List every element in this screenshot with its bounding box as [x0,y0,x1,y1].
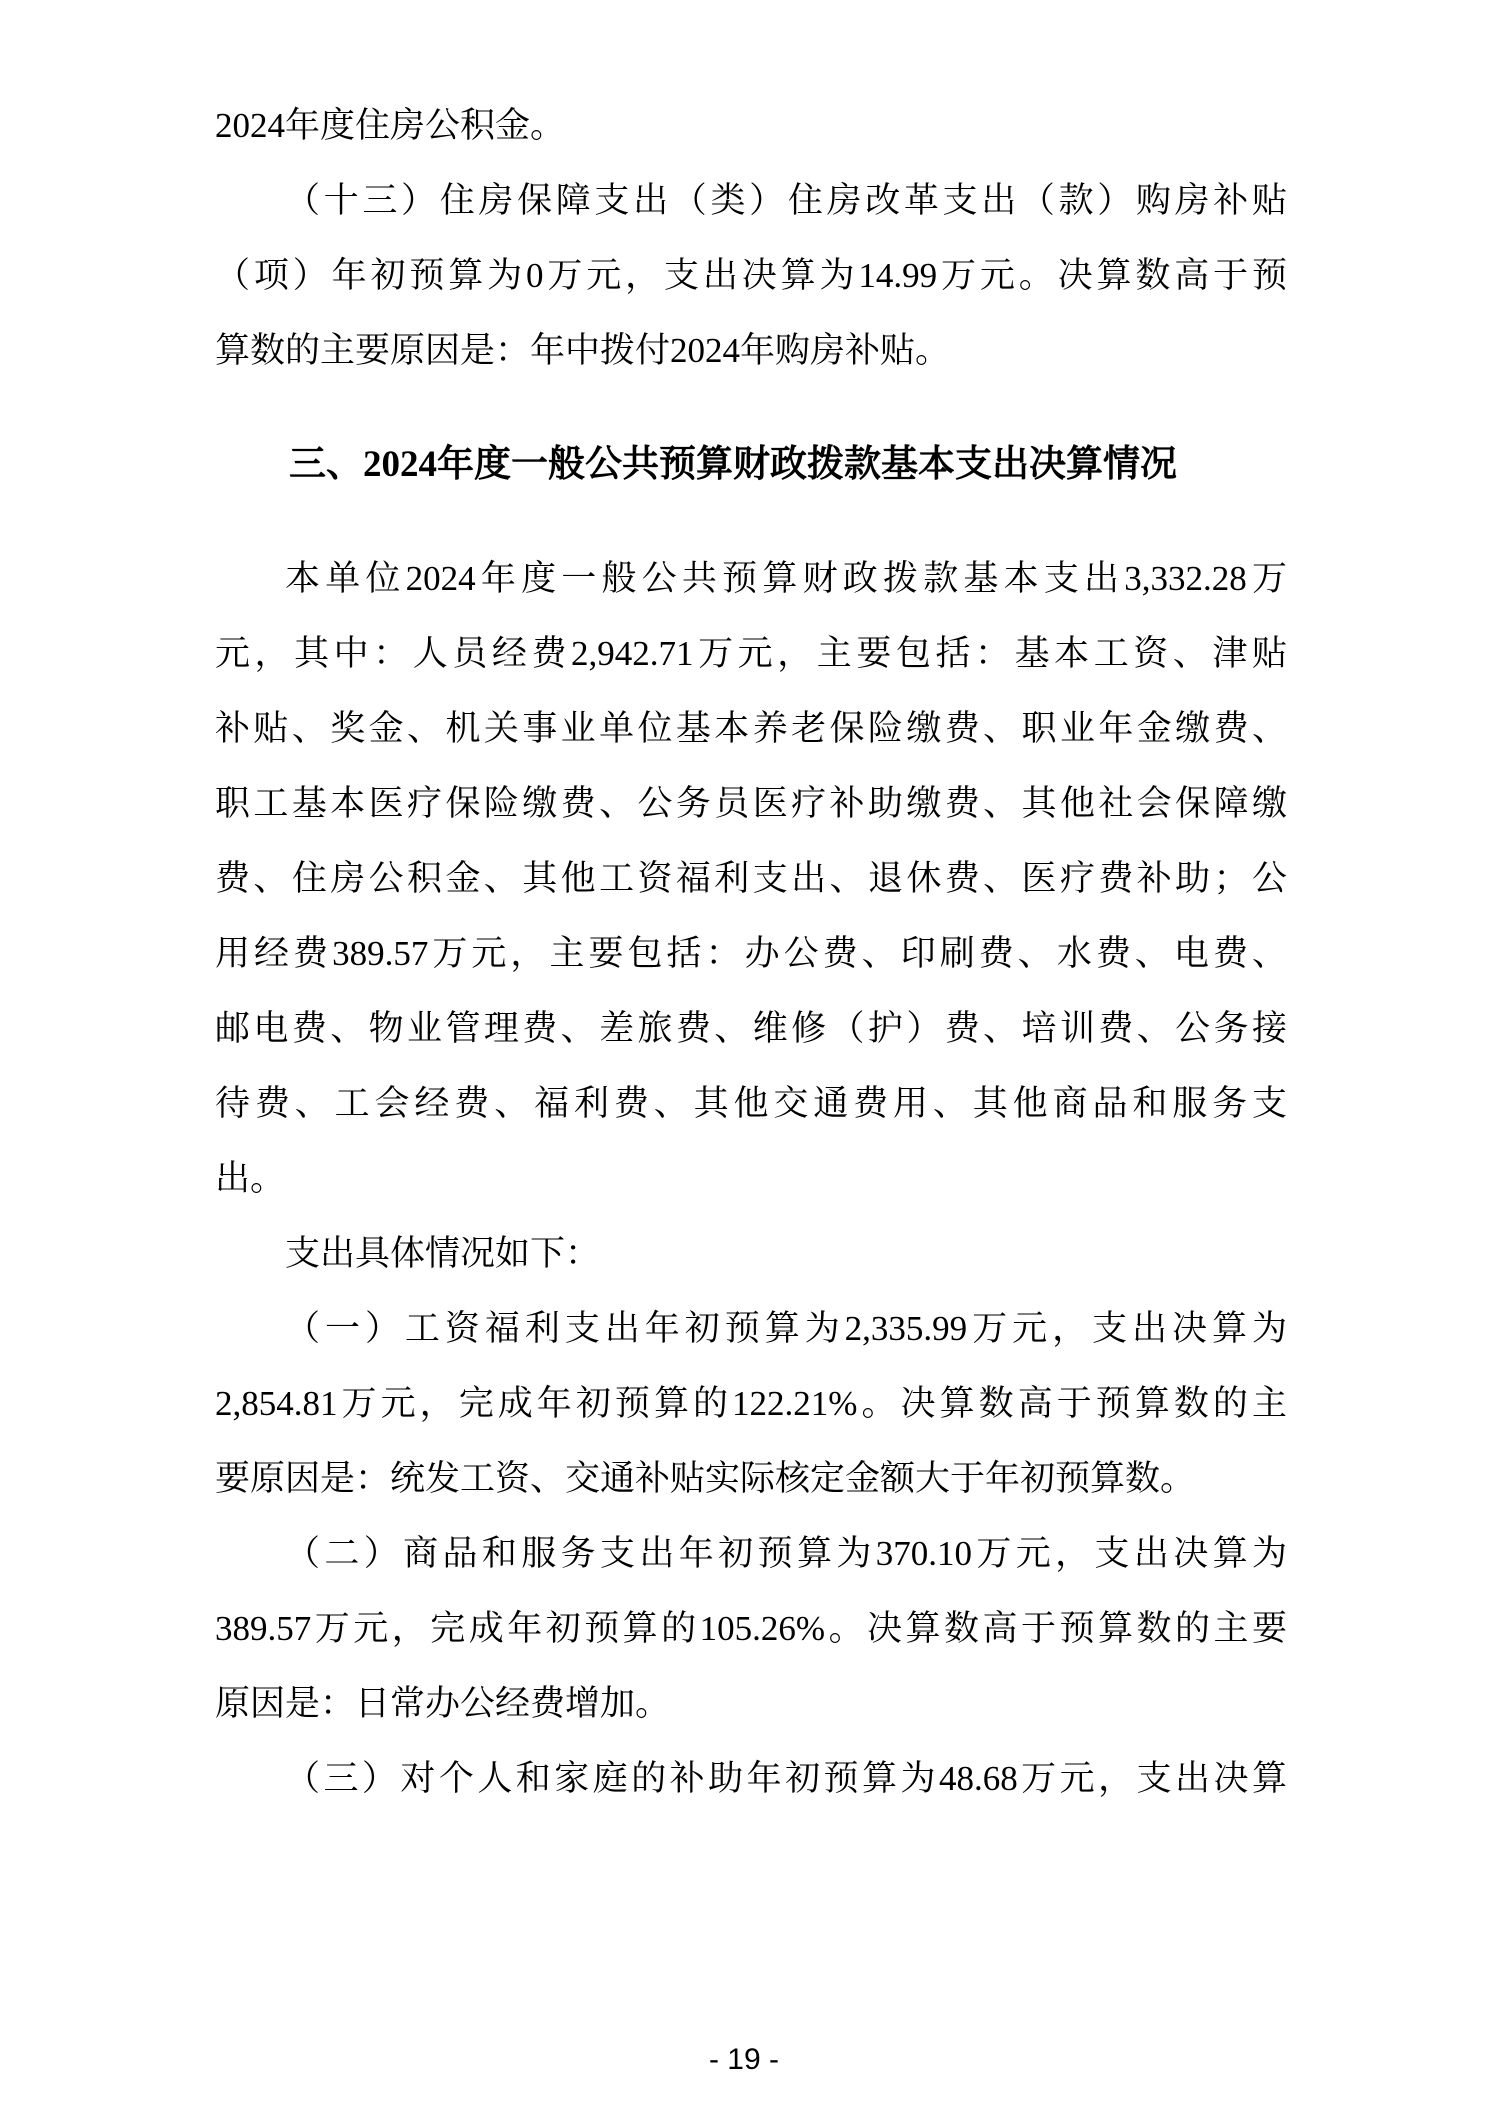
paragraph-line: 支出具体情况如下： [285,1234,601,1273]
paragraph-line: 待费、工会经费、福利费、其他交通费用、其他商品和服务支 [215,1084,1287,1123]
paragraph-line: （十三）住房保障支出（类）住房改革支出（款）购房补贴 [285,181,1287,220]
paragraph-line: 邮电费、物业管理费、差旅费、维修（护）费、培训费、公务接 [215,1009,1287,1048]
section-heading: 三、2024年度一般公共预算财政拨款基本支出决算情况 [289,444,1177,485]
page-number: - 19 - [708,2043,780,2076]
paragraph-line: （二）商品和服务支出年初预算为370.10万元，支出决算为 [285,1534,1287,1573]
paragraph-line: 2024年度住房公积金。 [215,106,566,145]
paragraph-line: 出。 [215,1159,286,1198]
paragraph-line: 本单位2024年度一般公共预算财政拨款基本支出3,332.28万 [285,559,1287,598]
paragraph-line: 算数的主要原因是：年中拨付2024年购房补贴。 [215,331,951,370]
paragraph-line: 用经费389.57万元，主要包括：办公费、印刷费、水费、电费、 [215,934,1287,973]
paragraph-line: 元，其中：人员经费2,942.71万元，主要包括：基本工资、津贴 [215,634,1287,673]
document-content [215,88,1287,1816]
paragraph-line: 389.57万元，完成年初预算的105.26%。决算数高于预算数的主要 [215,1609,1287,1648]
paragraph-line: （一）工资福利支出年初预算为2,335.99万元，支出决算为 [285,1309,1287,1348]
paragraph-line: 要原因是：统发工资、交通补贴实际核定金额大于年初预算数。 [215,1459,1196,1498]
paragraph-line: 2,854.81万元，完成年初预算的122.21%。决算数高于预算数的主 [215,1384,1287,1423]
paragraph-line: （三）对个人和家庭的补助年初预算为48.68万元，支出决算 [285,1759,1287,1798]
paragraph-line: 职工基本医疗保险缴费、公务员医疗补助缴费、其他社会保障缴 [215,784,1287,823]
paragraph-line: （项）年初预算为0万元，支出决算为14.99万元。决算数高于预 [215,256,1287,295]
paragraph-line: 原因是：日常办公经费增加。 [215,1684,671,1723]
paragraph-line: 费、住房公积金、其他工资福利支出、退休费、医疗费补助；公 [215,859,1287,898]
paragraph-line: 补贴、奖金、机关事业单位基本养老保险缴费、职业年金缴费、 [215,709,1287,748]
